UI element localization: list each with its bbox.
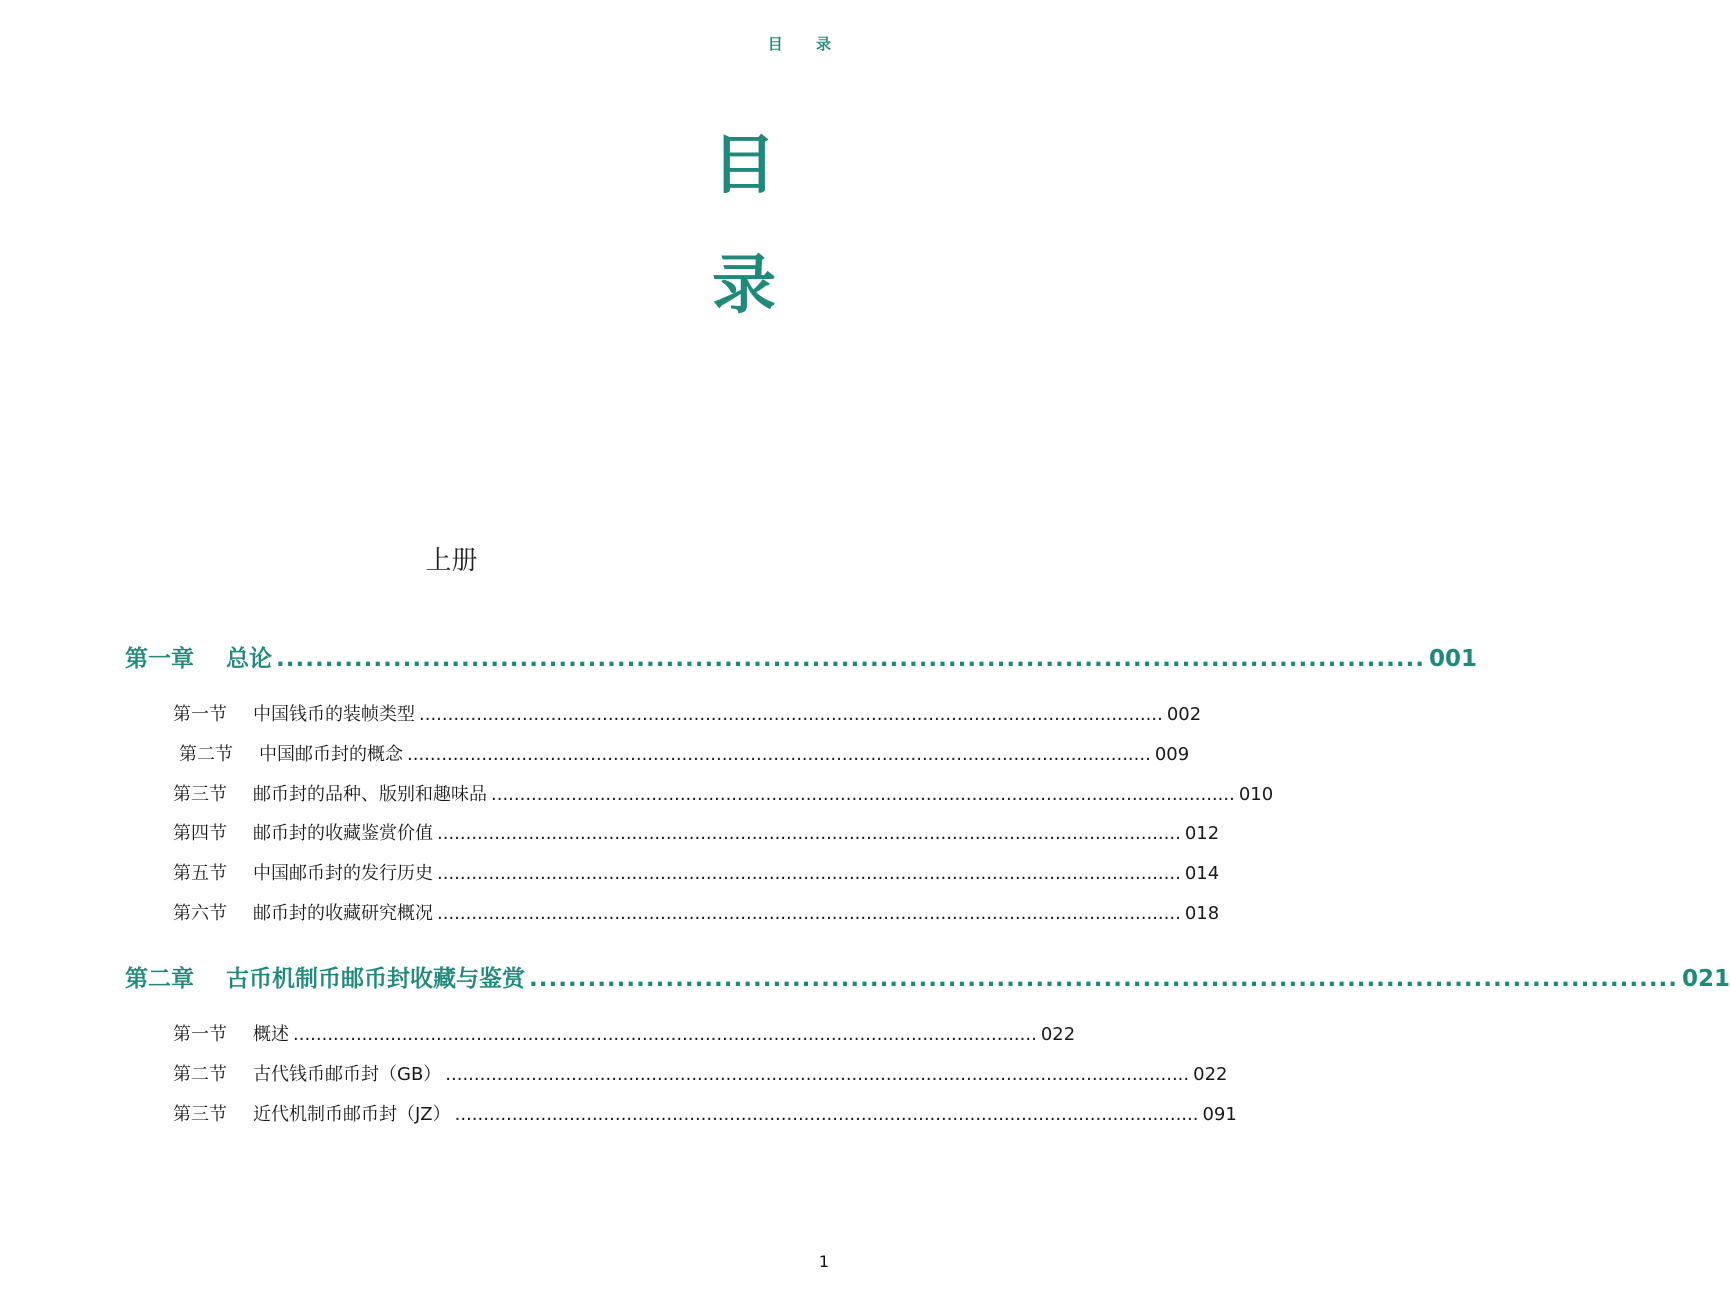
section-title: 邮币封的收藏鉴赏价值 [253, 823, 433, 844]
leader-dots: .................................................................................................................................. [407, 744, 1151, 765]
section-page: 012 [1184, 823, 1220, 844]
page-title-char-2: 录 [712, 248, 776, 323]
section-page: 018 [1184, 903, 1220, 924]
section-number: 第三节 [173, 1104, 227, 1125]
section-title: 中国邮币封的概念 [259, 744, 403, 765]
chapter-page: 001 [1429, 646, 1478, 672]
chapter-number: 第一章 [125, 646, 194, 672]
leader-dots: .................................................................................................................................. [293, 1024, 1037, 1045]
toc-chapter-1[interactable] [125, 640, 1478, 673]
toc-section[interactable] [173, 1060, 1228, 1086]
section-title: 邮币封的收藏研究概况 [253, 903, 433, 924]
leader-dots: .................................................................................................................................. [454, 1104, 1199, 1125]
chapter-title: 总论 [226, 646, 273, 672]
leader-dots: .................................................................................................................................. [437, 903, 1181, 924]
section-number: 第二节 [179, 744, 233, 765]
leader-dots: .................................................................................................................................. [419, 704, 1163, 725]
volume-heading: 上册 [425, 546, 478, 576]
chapter-page: 021 [1682, 966, 1730, 992]
section-page: 009 [1154, 744, 1190, 765]
leader-dots: .................................................................................................................................. [445, 1064, 1190, 1085]
toc-section[interactable] [173, 700, 1202, 726]
section-title: 古代钱币邮币封（GB） [253, 1064, 442, 1085]
section-number: 第六节 [173, 903, 227, 924]
section-title: 中国邮币封的发行历史 [253, 863, 433, 884]
chapter-title: 古币机制币邮币封收藏与鉴赏 [226, 966, 526, 992]
running-head: 目 录 [767, 35, 845, 53]
section-page: 010 [1238, 784, 1274, 805]
section-number: 第一节 [173, 704, 227, 725]
section-number: 第一节 [173, 1024, 227, 1045]
toc-section[interactable] [173, 819, 1220, 845]
section-page: 022 [1040, 1024, 1076, 1045]
section-page: 022 [1193, 1064, 1228, 1085]
section-number: 第三节 [173, 784, 227, 805]
section-page: 002 [1166, 704, 1202, 725]
toc-section[interactable] [173, 859, 1220, 885]
page-title-char-1: 目 [712, 128, 776, 203]
toc-section[interactable] [173, 899, 1220, 925]
section-number: 第五节 [173, 863, 227, 884]
toc-section[interactable] [179, 740, 1190, 766]
section-number: 第四节 [173, 823, 227, 844]
section-title: 概述 [253, 1024, 289, 1045]
leader-dots: ...................................................................................................................... [529, 966, 1679, 992]
toc-section[interactable] [173, 780, 1274, 806]
page-number: 1 [818, 1252, 829, 1271]
section-page: 091 [1202, 1104, 1237, 1125]
leader-dots: .................................................................................................................................. [491, 784, 1235, 805]
section-number: 第二节 [173, 1064, 227, 1085]
chapter-number: 第二章 [125, 966, 194, 992]
leader-dots: .................................................................................................................................. [437, 823, 1181, 844]
section-title: 邮币封的品种、版别和趣味品 [253, 784, 487, 805]
section-page: 014 [1184, 863, 1220, 884]
toc-section[interactable] [173, 1020, 1076, 1046]
leader-dots: ...................................................................................................................... [276, 646, 1426, 672]
leader-dots: .................................................................................................................................. [437, 863, 1181, 884]
toc-chapter-2[interactable] [125, 960, 1730, 993]
section-title: 中国钱币的装帧类型 [253, 704, 415, 725]
toc-section[interactable] [173, 1100, 1237, 1126]
section-title: 近代机制币邮币封（JZ） [253, 1104, 451, 1125]
